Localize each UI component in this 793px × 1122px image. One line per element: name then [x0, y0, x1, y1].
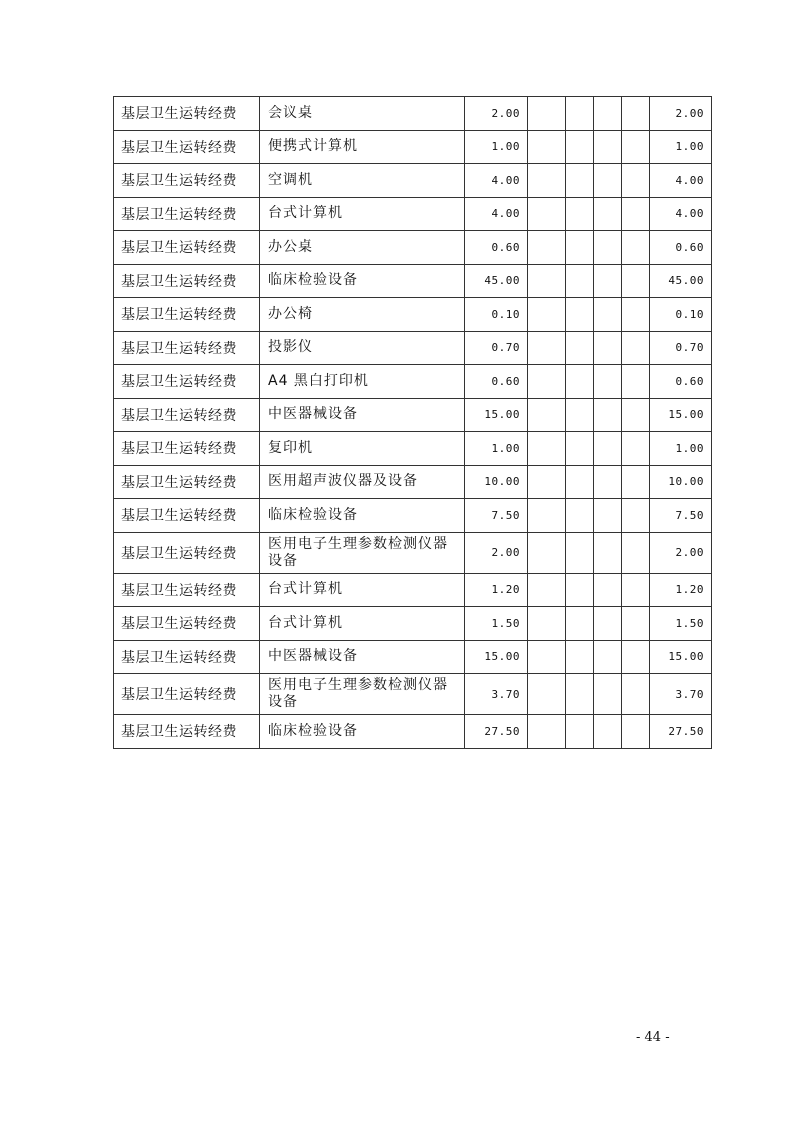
amount-cell: 2.00: [465, 97, 528, 131]
empty-cell: [622, 432, 650, 466]
empty-cell: [566, 573, 594, 607]
item-name-cell: 医用电子生理参数检测仪器设备: [260, 674, 465, 715]
total-cell: 2.00: [650, 97, 712, 131]
amount-cell: 15.00: [465, 640, 528, 674]
empty-cell: [622, 499, 650, 533]
empty-cell: [622, 532, 650, 573]
amount-cell: 15.00: [465, 398, 528, 432]
table-row: [114, 607, 712, 641]
empty-cell: [622, 264, 650, 298]
empty-cell: [594, 298, 622, 332]
item-name-cell: 台式计算机: [260, 197, 465, 231]
empty-cell: [594, 532, 622, 573]
empty-cell: [594, 715, 622, 749]
empty-cell: [594, 264, 622, 298]
empty-cell: [622, 465, 650, 499]
empty-cell: [566, 640, 594, 674]
item-name-cell: 便携式计算机: [260, 130, 465, 164]
amount-cell: 2.00: [465, 532, 528, 573]
empty-cell: [594, 164, 622, 198]
table-row: [114, 197, 712, 231]
item-name-cell: 台式计算机: [260, 573, 465, 607]
table-row: [114, 398, 712, 432]
item-name-cell: 办公桌: [260, 231, 465, 265]
empty-cell: [594, 130, 622, 164]
total-cell: 1.50: [650, 607, 712, 641]
total-cell: 15.00: [650, 398, 712, 432]
funding-source-cell: 基层卫生运转经费: [114, 130, 260, 164]
funding-source-cell: 基层卫生运转经费: [114, 640, 260, 674]
empty-cell: [622, 97, 650, 131]
empty-cell: [528, 365, 566, 399]
item-name-cell: 空调机: [260, 164, 465, 198]
empty-cell: [566, 164, 594, 198]
empty-cell: [528, 264, 566, 298]
table-row: [114, 432, 712, 466]
funding-source-cell: 基层卫生运转经费: [114, 365, 260, 399]
empty-cell: [594, 231, 622, 265]
empty-cell: [566, 607, 594, 641]
total-cell: 3.70: [650, 674, 712, 715]
empty-cell: [622, 298, 650, 332]
empty-cell: [528, 130, 566, 164]
empty-cell: [622, 398, 650, 432]
funding-source-cell: 基层卫生运转经费: [114, 465, 260, 499]
item-name-cell: A4 黑白打印机: [260, 365, 465, 399]
empty-cell: [528, 532, 566, 573]
table-row: [114, 97, 712, 131]
funding-source-cell: 基层卫生运转经费: [114, 264, 260, 298]
total-cell: 27.50: [650, 715, 712, 749]
empty-cell: [528, 97, 566, 131]
empty-cell: [528, 298, 566, 332]
item-name-cell: 办公椅: [260, 298, 465, 332]
empty-cell: [528, 715, 566, 749]
total-cell: 4.00: [650, 164, 712, 198]
funding-source-cell: 基层卫生运转经费: [114, 499, 260, 533]
funding-source-cell: 基层卫生运转经费: [114, 97, 260, 131]
empty-cell: [528, 164, 566, 198]
funding-source-cell: 基层卫生运转经费: [114, 674, 260, 715]
funding-source-cell: 基层卫生运转经费: [114, 197, 260, 231]
amount-cell: 10.00: [465, 465, 528, 499]
empty-cell: [566, 532, 594, 573]
item-name-cell: 投影仪: [260, 331, 465, 365]
empty-cell: [566, 398, 594, 432]
empty-cell: [566, 715, 594, 749]
empty-cell: [566, 674, 594, 715]
empty-cell: [566, 432, 594, 466]
empty-cell: [566, 331, 594, 365]
empty-cell: [594, 607, 622, 641]
empty-cell: [622, 607, 650, 641]
empty-cell: [566, 365, 594, 399]
procurement-table: [113, 96, 712, 749]
funding-source-cell: 基层卫生运转经费: [114, 331, 260, 365]
funding-source-cell: 基层卫生运转经费: [114, 164, 260, 198]
empty-cell: [566, 97, 594, 131]
item-name-cell: 复印机: [260, 432, 465, 466]
total-cell: 4.00: [650, 197, 712, 231]
table-row: [114, 130, 712, 164]
empty-cell: [594, 97, 622, 131]
empty-cell: [566, 130, 594, 164]
empty-cell: [594, 674, 622, 715]
empty-cell: [594, 465, 622, 499]
funding-source-cell: 基层卫生运转经费: [114, 298, 260, 332]
empty-cell: [566, 499, 594, 533]
empty-cell: [594, 365, 622, 399]
empty-cell: [566, 264, 594, 298]
empty-cell: [594, 499, 622, 533]
item-name-cell: 医用超声波仪器及设备: [260, 465, 465, 499]
empty-cell: [594, 197, 622, 231]
table-row: [114, 365, 712, 399]
amount-cell: 0.60: [465, 365, 528, 399]
amount-cell: 0.10: [465, 298, 528, 332]
empty-cell: [622, 231, 650, 265]
item-name-cell: 中医器械设备: [260, 398, 465, 432]
item-name-cell: 中医器械设备: [260, 640, 465, 674]
item-name-cell: 台式计算机: [260, 607, 465, 641]
amount-cell: 0.60: [465, 231, 528, 265]
table-row: [114, 640, 712, 674]
item-name-cell: 临床检验设备: [260, 715, 465, 749]
empty-cell: [622, 197, 650, 231]
item-name-cell: 临床检验设备: [260, 264, 465, 298]
amount-cell: 4.00: [465, 197, 528, 231]
total-cell: 0.60: [650, 231, 712, 265]
funding-source-cell: 基层卫生运转经费: [114, 607, 260, 641]
table-row: [114, 164, 712, 198]
empty-cell: [528, 197, 566, 231]
table-row: [114, 264, 712, 298]
total-cell: 0.70: [650, 331, 712, 365]
empty-cell: [622, 365, 650, 399]
total-cell: 10.00: [650, 465, 712, 499]
table-body: [114, 97, 712, 749]
page-number: - 44 -: [636, 1030, 670, 1045]
table-row: [114, 298, 712, 332]
total-cell: 2.00: [650, 532, 712, 573]
amount-cell: 1.20: [465, 573, 528, 607]
funding-source-cell: 基层卫生运转经费: [114, 231, 260, 265]
table-row: [114, 715, 712, 749]
funding-source-cell: 基层卫生运转经费: [114, 432, 260, 466]
total-cell: 1.00: [650, 432, 712, 466]
empty-cell: [622, 640, 650, 674]
empty-cell: [622, 573, 650, 607]
table-row: [114, 499, 712, 533]
empty-cell: [528, 465, 566, 499]
table-row: [114, 573, 712, 607]
amount-cell: 4.00: [465, 164, 528, 198]
total-cell: 0.10: [650, 298, 712, 332]
empty-cell: [594, 331, 622, 365]
amount-cell: 7.50: [465, 499, 528, 533]
empty-cell: [594, 398, 622, 432]
amount-cell: 45.00: [465, 264, 528, 298]
item-name-cell: 医用电子生理参数检测仪器设备: [260, 532, 465, 573]
total-cell: 1.00: [650, 130, 712, 164]
empty-cell: [528, 607, 566, 641]
empty-cell: [622, 674, 650, 715]
empty-cell: [528, 432, 566, 466]
total-cell: 15.00: [650, 640, 712, 674]
empty-cell: [566, 197, 594, 231]
table-row: [114, 674, 712, 715]
funding-source-cell: 基层卫生运转经费: [114, 398, 260, 432]
item-name-cell: 临床检验设备: [260, 499, 465, 533]
table-row: [114, 532, 712, 573]
empty-cell: [566, 465, 594, 499]
empty-cell: [622, 331, 650, 365]
amount-cell: 3.70: [465, 674, 528, 715]
item-name-cell: 会议桌: [260, 97, 465, 131]
empty-cell: [622, 715, 650, 749]
funding-source-cell: 基层卫生运转经费: [114, 573, 260, 607]
table-row: [114, 231, 712, 265]
funding-source-cell: 基层卫生运转经费: [114, 715, 260, 749]
table-row: [114, 331, 712, 365]
empty-cell: [528, 499, 566, 533]
empty-cell: [566, 298, 594, 332]
amount-cell: 0.70: [465, 331, 528, 365]
amount-cell: 1.50: [465, 607, 528, 641]
empty-cell: [594, 640, 622, 674]
empty-cell: [528, 674, 566, 715]
empty-cell: [528, 231, 566, 265]
total-cell: 0.60: [650, 365, 712, 399]
total-cell: 1.20: [650, 573, 712, 607]
empty-cell: [528, 640, 566, 674]
empty-cell: [594, 432, 622, 466]
funding-source-cell: 基层卫生运转经费: [114, 532, 260, 573]
empty-cell: [528, 331, 566, 365]
empty-cell: [594, 573, 622, 607]
total-cell: 7.50: [650, 499, 712, 533]
empty-cell: [528, 573, 566, 607]
total-cell: 45.00: [650, 264, 712, 298]
amount-cell: 1.00: [465, 432, 528, 466]
empty-cell: [528, 398, 566, 432]
amount-cell: 1.00: [465, 130, 528, 164]
empty-cell: [622, 164, 650, 198]
empty-cell: [622, 130, 650, 164]
table-row: [114, 465, 712, 499]
empty-cell: [566, 231, 594, 265]
amount-cell: 27.50: [465, 715, 528, 749]
